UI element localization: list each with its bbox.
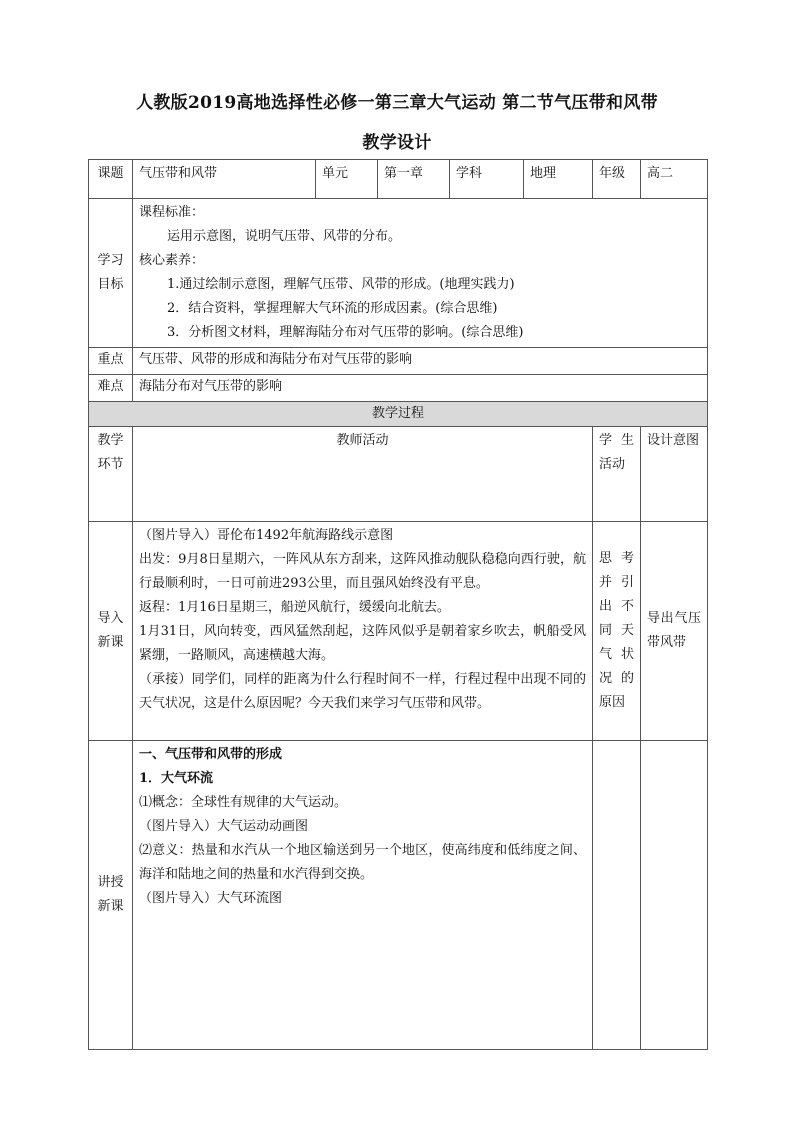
lecture-heading-2: 1．大气环流 xyxy=(139,771,214,786)
section-header-process: 教学过程 xyxy=(89,402,708,427)
label-key-point: 重点 xyxy=(89,348,133,375)
stage-intro: 导入新课 xyxy=(89,522,133,741)
stage-lecture: 讲授新课 xyxy=(89,741,133,1050)
intro-student-activity: 思考并引出不同天气状况的原因 xyxy=(593,522,641,741)
standard-text: 运用示意图，说明气压带、风带的分布。 xyxy=(167,229,402,244)
intro-teacher-activity xyxy=(133,522,593,741)
lecture-heading-1: 一、气压带和风带的形成 xyxy=(139,747,283,762)
document-subtitle: 教学设计 xyxy=(362,133,432,153)
lecture-teacher-activity xyxy=(133,741,593,1050)
label-subject: 学科 xyxy=(450,160,524,199)
lecture-line: （图片导入）大气运动动画图 xyxy=(139,819,309,834)
lecture-line: ⑵意义：热量和水汽从一个地区输送到另一个地区，使高纬度和低纬度之间、海洋和陆地之间的热量和水汽得到交换。 xyxy=(139,843,586,882)
col-header-intent: 设计意图 xyxy=(641,427,708,522)
subject-value: 地理 xyxy=(524,160,593,199)
intro-line: 返程：1月16日星期三，船逆风航行，缓缓向北航去。 xyxy=(139,600,450,615)
intro-line: 1月31日，风向转变，西风猛然刮起，这阵风似乎是朝着家乡吹去，帆船受风紧绷，一路顺风，高速横越大海。 xyxy=(139,624,586,663)
label-topic: 课题 xyxy=(89,160,133,199)
intro-line: 出发：9月8日星期六，一阵风从东方刮来，这阵风推动舰队稳稳向西行驶，航行最顺利时，一日可前进293公里，而且强风始终没有平息。 xyxy=(139,552,586,591)
lecture-line: ⑴概念：全球性有规律的大气运动。 xyxy=(139,795,348,810)
col-header-stage: 教学环节 xyxy=(89,427,133,522)
topic-value: 气压带和风带 xyxy=(133,160,316,199)
label-objectives: 学习目标 xyxy=(89,199,133,348)
lecture-design-intent xyxy=(641,741,708,1050)
unit-value: 第一章 xyxy=(378,160,450,199)
col-header-teacher: 教师活动 xyxy=(133,427,593,522)
lesson-plan-table xyxy=(88,159,708,1050)
lecture-student-activity xyxy=(593,741,641,1050)
label-grade: 年级 xyxy=(593,160,641,199)
difficulty-text: 海陆分布对气压带的影响 xyxy=(133,375,708,402)
label-difficulty: 难点 xyxy=(89,375,133,402)
label-unit: 单元 xyxy=(316,160,378,199)
objective-item: 2．结合资料，掌握理解大气环流的形成因素。(综合思维) xyxy=(167,301,498,316)
objectives-content xyxy=(133,199,708,348)
key-point-text: 气压带、风带的形成和海陆分布对气压带的影响 xyxy=(133,348,708,375)
intro-line: （图片导入）哥伦布1492年航海路线示意图 xyxy=(139,528,394,543)
document-title: 人教版2019高地选择性必修一第三章大气运动 第二节气压带和风带 xyxy=(136,93,658,113)
grade-value: 高二 xyxy=(641,160,708,199)
col-header-student: 学生活动 xyxy=(593,427,641,522)
literacy-heading: 核心素养： xyxy=(139,253,205,268)
standard-heading: 课程标准： xyxy=(139,205,205,220)
intro-design-intent: 导出气压带风带 xyxy=(641,522,708,741)
objective-item: 1.通过绘制示意图，理解气压带、风带的形成。(地理实践力) xyxy=(167,277,515,292)
objective-item: 3．分析图文材料，理解海陆分布对气压带的影响。(综合思维) xyxy=(167,325,524,340)
lecture-line: （图片导入）大气环流图 xyxy=(139,891,283,906)
intro-line: （承接）同学们，同样的距离为什么行程时间不一样，行程过程中出现不同的天气状况，这是什么原因呢？今天我们来学习气压带和风带。 xyxy=(139,672,586,711)
